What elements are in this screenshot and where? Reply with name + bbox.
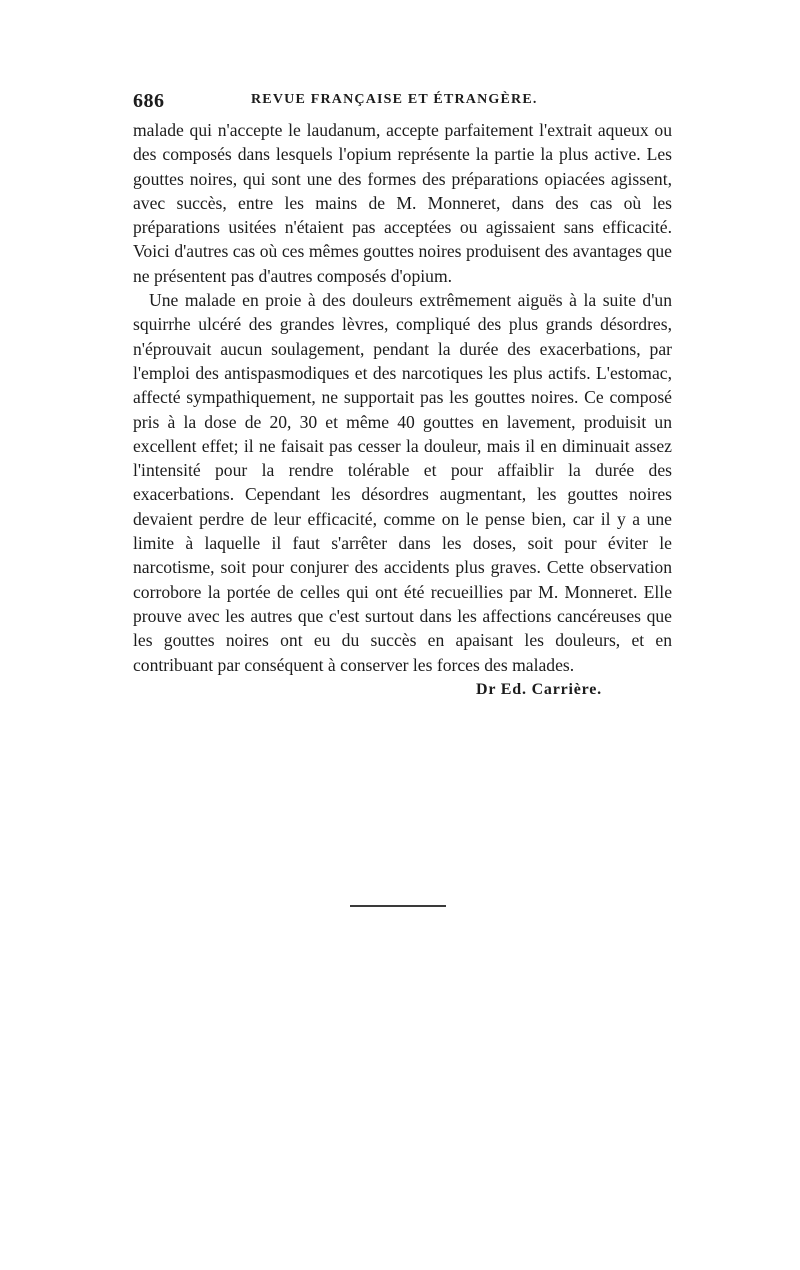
- paragraph-continuation: malade qui n'accepte le laudanum, accepte parfaitement l'extrait aqueux ou des composés dans lesquels l'opium représente la partie la plus active. Les gouttes noires, qui sont une des formes des préparations opiacées agissent, avec succès, entre les mains de M. Monneret, dans des cas où les préparations usitées n'étaient pas acceptées ou agissaient sans efficacité. Voici d'autres cas où ces mêmes gouttes noires produisent des avantages que ne présentent pas d'autres composés d'opium.: [133, 120, 672, 286]
- article-body: [133, 118, 672, 677]
- journal-title: REVUE FRANÇAISE ET ÉTRANGÈRE.: [251, 92, 538, 107]
- page-number: 686: [133, 90, 165, 112]
- page-content: [133, 90, 672, 707]
- author-signature: [133, 681, 672, 707]
- author-name: Dr Ed. Carrière.: [476, 680, 602, 698]
- paragraph-case-report: Une malade en proie à des douleurs extrêmement aiguës à la suite d'un squirrhe ulcéré des grandes lèvres, compliqué des plus grands désordres, n'éprouvait aucun soulagement, pendant la durée des exacerbations, par l'emploi des antispasmodiques et des narcotiques les plus actifs. L'estomac, affecté sympathiquement, ne supportait pas les gouttes noires. Ce composé pris à la dose de 20, 30 et même 40 gouttes en lavement, produisit un excellent effet; il ne faisait pas cesser la douleur, mais il en diminuait assez l'intensité pour la rendre tolérable et pour affaiblir la durée des exacerbations. Cependant les désordres augmentant, les gouttes noires devaient perdre de leur efficacité, comme on le pense bien, car il y a une limite à laquelle il faut s'arrêter dans les doses, soit pour éviter le narcotisme, soit pour conjurer des accidents plus graves. Cette observation corrobore la portée de celles qui ont été recueillies par M. Monneret. Elle prouve avec les autres que c'est surtout dans les affections cancéreuses que les gouttes noires ont eu du succès en apaisant les douleurs, et en contribuant par conséquent à conserver les forces des malades.: [133, 290, 672, 675]
- end-of-article-rule: [350, 905, 446, 907]
- running-head: [133, 90, 672, 118]
